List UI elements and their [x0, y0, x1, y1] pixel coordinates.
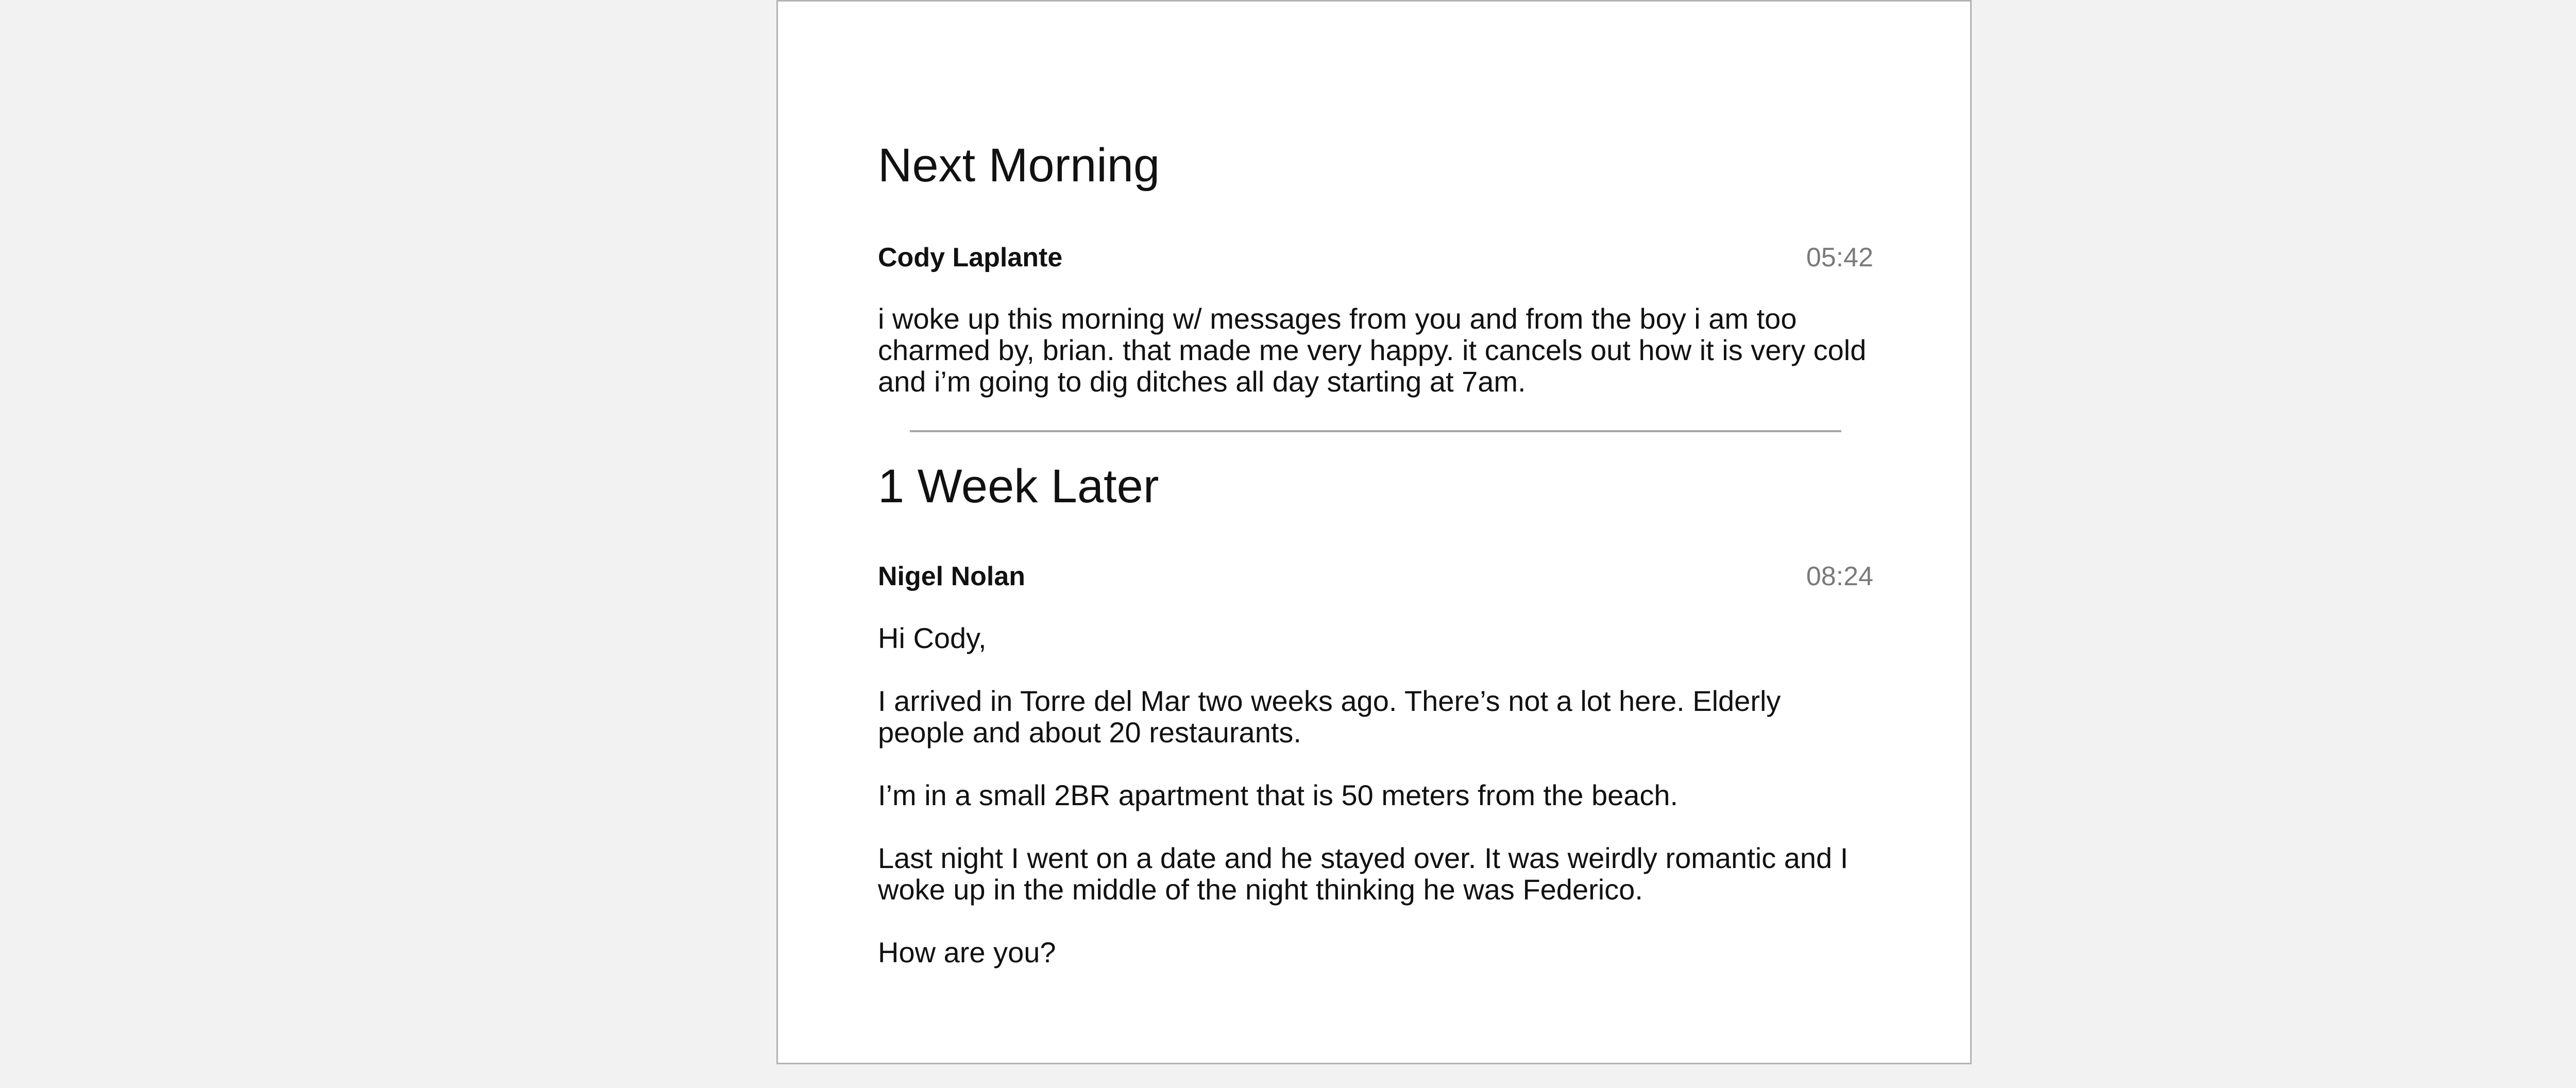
sender-name: Nigel Nolan: [878, 562, 1026, 591]
message-time: 05:42: [1806, 243, 1873, 273]
section-title-next-morning: Next Morning: [878, 139, 1160, 192]
message-paragraph: I arrived in Torre del Mar two weeks ago. There’s not a lot here. Elderly people and about 20 restaurants.: [878, 685, 1781, 749]
message-header: [878, 242, 1873, 273]
message-paragraph: Hi Cody,: [878, 622, 987, 654]
section-divider: [910, 430, 1841, 432]
section-title-1-week-later: 1 Week Later: [878, 460, 1159, 513]
document-page: [776, 0, 1972, 1064]
message-paragraph: I’m in a small 2BR apartment that is 50 meters from the beach.: [878, 779, 1679, 811]
message-time: 08:24: [1806, 562, 1873, 591]
sender-name: Cody Laplante: [878, 243, 1063, 273]
message-header: [878, 561, 1873, 592]
message-paragraph: Last night I went on a date and he stayed over. It was weirdly romantic and I woke up in the middle of the night thinking he was Federico.: [878, 842, 1849, 906]
message-paragraph: i woke up this morning w/ messages from you and from the boy i am too charmed by, brian. that made me very happy. it cancels out how it is very cold and i’m going to dig ditches all day starting at 7am.: [878, 302, 1867, 398]
message-paragraph: How are you?: [878, 936, 1056, 968]
